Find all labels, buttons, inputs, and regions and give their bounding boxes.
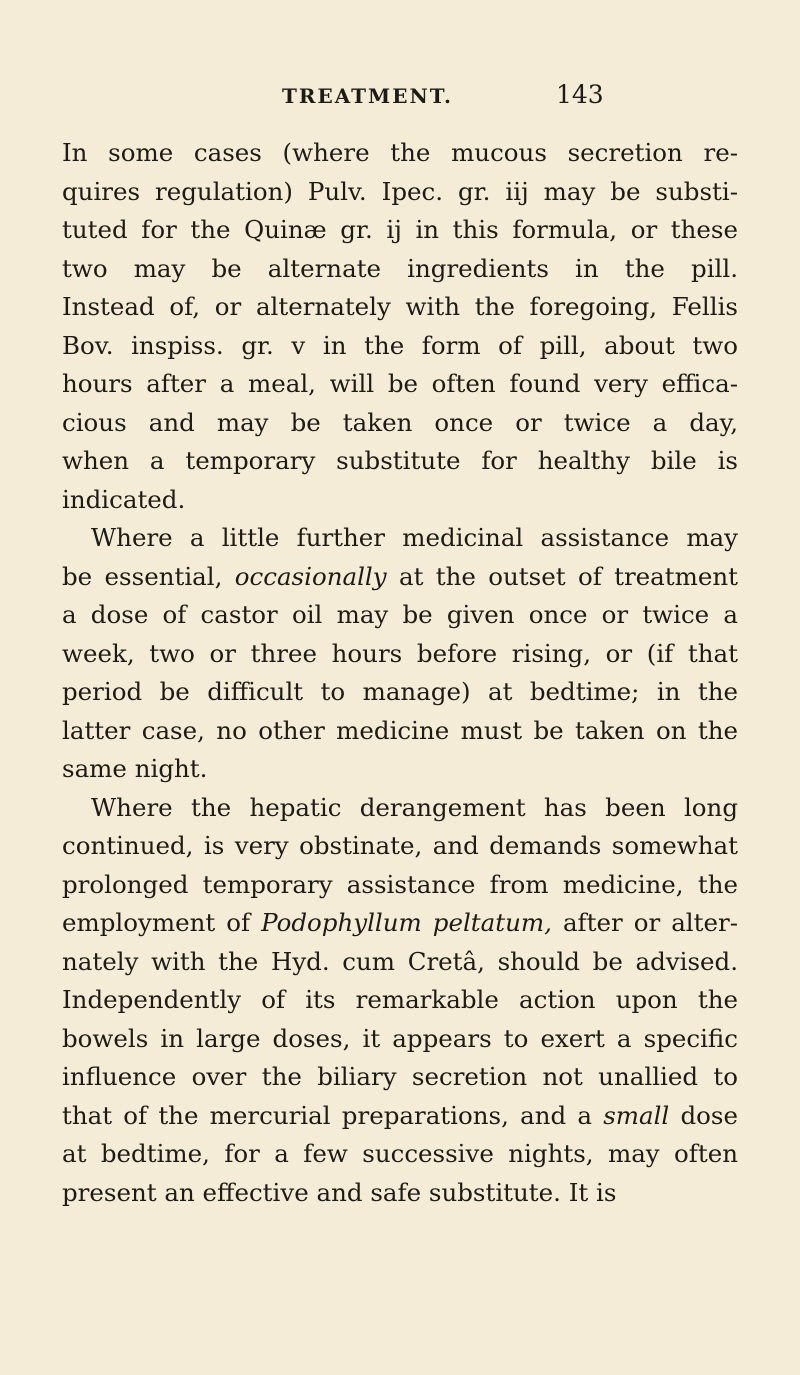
text-segment: week, two or three hours before rising, or (if that — [62, 638, 738, 668]
paragraph — [62, 134, 738, 519]
text-segment: prolonged temporary assistance from medicine, the — [62, 869, 738, 899]
text-segment: when a temporary substitute for healthy bile is — [62, 446, 738, 475]
text-line — [62, 481, 738, 520]
text-segment: employment of — [62, 908, 262, 937]
text-segment: a dose of castor oil may be given once or twice a — [62, 600, 738, 629]
running-head — [0, 80, 800, 120]
text-line — [62, 789, 738, 828]
text-segment: at the outset of treatment — [386, 561, 738, 591]
text-line — [62, 404, 738, 443]
text-line — [62, 827, 738, 866]
text-line — [62, 173, 738, 212]
text-line — [62, 1097, 738, 1136]
text-segment: In some cases (where the mucous secretion re- — [62, 138, 738, 167]
running-title: TREATMENT. — [282, 84, 453, 108]
italic-text: occasionally — [234, 561, 387, 591]
text-line — [62, 558, 738, 597]
text-line — [62, 1020, 738, 1059]
text-segment: influence over the biliary secretion not unallied to — [62, 1062, 738, 1091]
text-segment: bowels in large doses, it appears to exert a specific — [62, 1023, 738, 1053]
text-segment: dose — [669, 1100, 738, 1130]
text-line — [62, 250, 738, 289]
text-line — [62, 365, 738, 404]
italic-text: small — [603, 1100, 670, 1130]
text-segment: Where the hepatic derangement has been long — [91, 792, 738, 822]
text-line — [62, 442, 738, 481]
text-line — [62, 288, 738, 327]
text-line — [62, 904, 738, 943]
text-segment: tuted for the Quinæ gr. ij in this formula, or these — [62, 215, 738, 244]
text-segment: quires regulation) Pulv. Ipec. gr. iij may be substi- — [62, 176, 738, 206]
text-segment: that of the mercurial preparations, and a — [62, 1100, 604, 1130]
text-segment: at bedtime, for a few successive nights, may often — [62, 1139, 738, 1168]
text-segment: period be difficult to manage) at bedtime; in the — [62, 677, 738, 706]
text-line — [62, 327, 738, 366]
text-segment: after or alter- — [551, 908, 738, 937]
text-line — [62, 596, 738, 635]
text-line — [62, 866, 738, 905]
italic-text: Podophyllum peltatum, — [261, 908, 552, 937]
text-line — [62, 981, 738, 1020]
text-line — [62, 1135, 738, 1174]
text-segment: nately with the Hyd. cum Cretâ, should be advised. — [62, 946, 738, 976]
page-number: 143 — [556, 80, 604, 109]
text-line — [62, 519, 738, 558]
text-segment: Bov. inspiss. gr. v in the form of pill, about two — [62, 330, 738, 360]
text-segment: continued, is very obstinate, and demands somewhat — [62, 831, 738, 860]
text-line — [62, 750, 738, 789]
text-segment: two may be alternate ingredients in the pill. — [62, 253, 738, 283]
text-segment: indicated. — [62, 484, 186, 514]
body-text — [62, 134, 738, 1212]
text-segment: be essential, — [62, 561, 235, 591]
text-segment: Independently of its remarkable action upon the — [62, 985, 738, 1014]
paragraph — [62, 519, 738, 789]
text-segment: present an effective and safe substitute. It is — [62, 1177, 617, 1207]
text-line — [62, 943, 738, 982]
paragraph — [62, 789, 738, 1213]
text-segment: Instead of, or alternately with the foregoing, Fellis — [62, 292, 738, 321]
text-line — [62, 712, 738, 751]
text-line — [62, 134, 738, 173]
text-line — [62, 673, 738, 712]
text-segment: hours after a meal, will be often found very effica- — [62, 369, 738, 398]
text-line — [62, 1174, 738, 1213]
text-segment: same night. — [62, 754, 208, 783]
text-line — [62, 1058, 738, 1097]
text-segment: latter case, no other medicine must be taken on the — [62, 715, 738, 745]
text-line — [62, 635, 738, 674]
text-segment: cious and may be taken once or twice a day, — [62, 407, 738, 437]
text-line — [62, 211, 738, 250]
text-segment: Where a little further medicinal assistance may — [91, 523, 738, 552]
